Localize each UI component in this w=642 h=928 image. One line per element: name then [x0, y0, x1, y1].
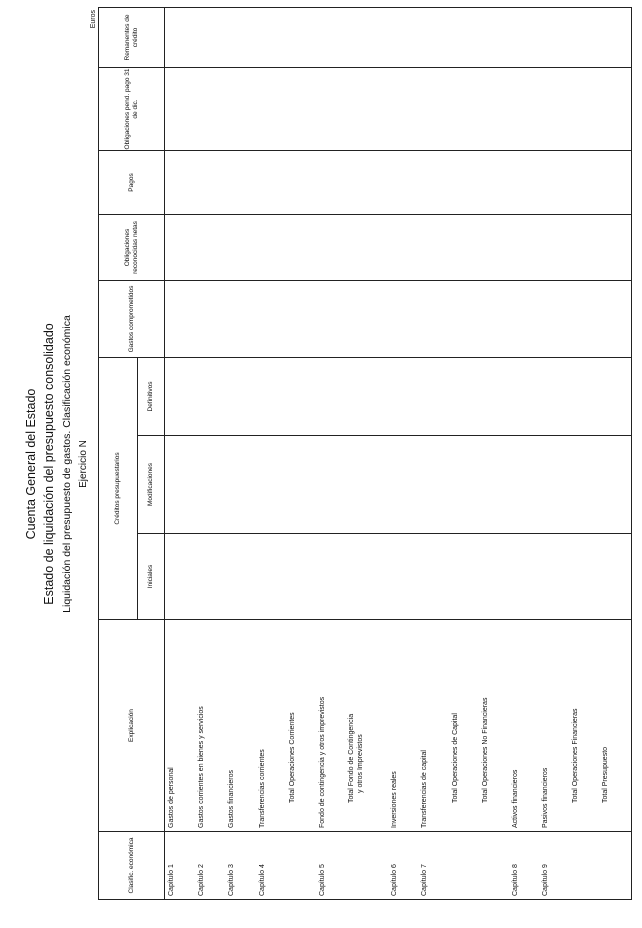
value-cell-modificaciones — [165, 436, 632, 534]
col-pagos: Pagos — [99, 151, 165, 215]
col-remanentes: Remanentes de crédito — [99, 8, 165, 68]
row-code: Capítulo 2 — [198, 864, 206, 896]
row-code: Capítulo 5 — [318, 864, 326, 896]
row-label: Transferencias corrientes — [258, 749, 266, 828]
codes-cell — [165, 832, 632, 900]
col-explicacion: Explicación — [99, 620, 165, 832]
header-row — [99, 8, 138, 900]
row-code: Capítulo 3 — [228, 864, 236, 896]
col-clasif: Clasific. económica — [99, 832, 165, 900]
value-cell-obligaciones-reconocidas — [165, 215, 632, 281]
row-label: Fondo de contingencia y otros imprevistos — [318, 696, 326, 828]
col-modificaciones: Modificaciones — [138, 436, 165, 534]
row-label: Total Operaciones No Financieras — [481, 697, 489, 803]
row-label: Total Operaciones Financieras — [572, 708, 580, 803]
report-period: Ejercicio N — [78, 440, 89, 488]
row-label: Gastos de personal — [168, 767, 175, 828]
col-obligaciones-reconocidas: Obligaciones reconocidas netas — [99, 215, 165, 281]
row-label: Total Operaciones Corrientes — [288, 712, 296, 803]
row-code — [287, 832, 317, 899]
col-definitivos: Definitivos — [138, 358, 165, 436]
row-code — [600, 832, 630, 899]
row-code — [347, 832, 389, 899]
explanations-cell — [165, 620, 632, 832]
row-code — [450, 832, 480, 899]
value-cell-iniciales — [165, 534, 632, 620]
budget-table — [98, 7, 632, 900]
row-code: Capítulo 6 — [391, 864, 399, 896]
value-cell-definitivos — [165, 358, 632, 436]
value-cell-pagos — [165, 151, 632, 215]
row-code — [480, 832, 510, 899]
row-label-continuation: y otros Imprevistos — [357, 734, 365, 793]
row-code: Capítulo 7 — [421, 864, 429, 896]
row-label: Total Presupuesto — [602, 746, 610, 803]
row-label: Total Fondo de Contingencia — [348, 713, 356, 803]
report-title: Cuenta General del Estado — [24, 388, 38, 540]
row-label-multiline — [347, 620, 389, 831]
col-creditos-group: Créditos presupuestarios — [99, 358, 138, 620]
row-label: Transferencias de capital — [421, 750, 429, 828]
report-description: Liquidación del presupuesto de gastos. Clasificación económica — [61, 315, 73, 613]
col-gastos-comprometidos: Gastos comprometidos — [99, 281, 165, 358]
value-cell-gastos-comprometidos — [165, 281, 632, 358]
value-cell-remanentes — [165, 8, 632, 68]
report-subtitle: Estado de liquidación del presupuesto consolidado — [42, 323, 56, 605]
currency-label: Euros — [90, 10, 97, 29]
body-row — [165, 8, 632, 900]
report-header — [22, 0, 92, 928]
row-label: Inversiones reales — [391, 771, 399, 828]
row-code — [570, 832, 600, 899]
row-label: Total Operaciones de Capital — [451, 713, 459, 803]
row-label: Gastos financieros — [228, 770, 236, 828]
row-label: Pasivos financieros — [542, 767, 550, 828]
col-obligaciones-pendientes: Obligaciones pend. pago 31 de dic. — [99, 68, 165, 151]
col-iniciales: Iniciales — [138, 534, 165, 620]
row-code: Capítulo 9 — [542, 864, 550, 896]
row-label: Activos financieros — [511, 769, 519, 828]
row-code: Capítulo 4 — [258, 864, 266, 896]
row-code: Capítulo 8 — [511, 864, 519, 896]
row-label: Gastos corrientes en bienes y servicios — [198, 706, 206, 828]
value-cell-obligaciones-pendientes — [165, 68, 632, 151]
row-code: Capítulo 1 — [168, 864, 175, 896]
